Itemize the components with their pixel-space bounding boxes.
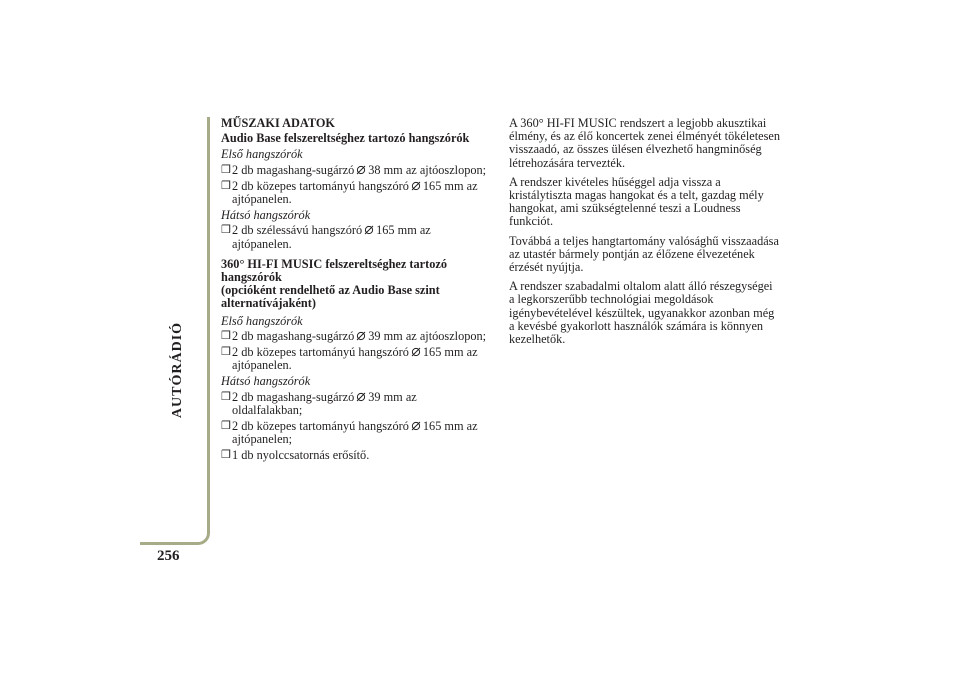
diameter-icon	[364, 225, 374, 235]
paragraph: A 360° HI-FI MUSIC rendszert a legjobb akusztikai élmény, és az élő koncertek zenei élményét tökéletesen visszaadó, az összes ülésen élvezhető hangminőség létrehozására tervezték.	[509, 116, 780, 170]
left-column	[221, 117, 506, 466]
subheading-audio-base: Audio Base felszereltséghez tartozó hangszórók	[221, 131, 470, 146]
diameter-icon	[411, 181, 421, 191]
page-number: 256	[157, 548, 180, 564]
subheading-hifi-music: 360° HI-FI MUSIC felszereltséghez tartozó hangszórók (opcióként rendelhető az Audio Base szint alternatívájaként)	[221, 256, 447, 311]
paragraph: A rendszer szabadalmi oltalom alatt álló részegységei a legkorszerűbb technológiai megoldások igénybevételével készültek, ugyanakkor azonban még a kevésbé gyakorlott használók számára is könnyen kezelhetők.	[509, 279, 775, 347]
list-item: ❒ 1 db nyolccsatornás erősítő.	[221, 448, 370, 463]
list-item: ❒ 2 db magashang-sugárzó 39 mm az oldalfalakban;	[221, 389, 417, 417]
checkbox-bullet-icon: ❒	[221, 346, 231, 359]
section-side-title: AUTÓRÁDIÓ	[170, 321, 185, 419]
diameter-icon	[356, 392, 366, 402]
diameter-icon	[356, 165, 366, 175]
diameter-icon	[411, 347, 421, 357]
right-column	[509, 117, 787, 352]
list-item: ❒ 2 db közepes tartományú hangszóró 165 mm az ajtópanelen.	[221, 178, 478, 207]
section-heading: MŰSZAKI ADATOK	[221, 116, 335, 130]
checkbox-bullet-icon: ❒	[221, 329, 231, 342]
paragraph: Továbbá a teljes hangtartomány valósághű visszaadása az utastér bármely pontján az élőzene élvezetének érzését nyújtja.	[509, 233, 779, 275]
checkbox-bullet-icon: ❒	[221, 163, 231, 176]
list-item: ❒ 2 db közepes tartományú hangszóró 165 mm az ajtópanelen;	[221, 419, 478, 447]
list-item: ❒ 2 db szélessávú hangszóró 165 mm az ajtópanelen.	[221, 223, 431, 251]
list-item: ❒ 2 db közepes tartományú hangszóró 165 mm az ajtópanelen.	[221, 345, 478, 373]
checkbox-bullet-icon: ❒	[221, 449, 231, 462]
list-item: ❒ 2 db magashang-sugárzó 39 mm az ajtóoszlopon;	[221, 328, 487, 343]
category-rear-speakers: Hátsó hangszórók	[221, 374, 311, 389]
diameter-icon	[411, 421, 421, 431]
category-front-speakers: Első hangszórók	[221, 313, 303, 328]
list-item: ❒ 2 db magashang-sugárzó 38 mm az ajtóoszlopon;	[221, 162, 487, 177]
checkbox-bullet-icon: ❒	[221, 390, 231, 403]
checkbox-bullet-icon: ❒	[221, 179, 231, 192]
diameter-icon	[356, 331, 366, 341]
category-front-speakers: Első hangszórók	[221, 147, 303, 162]
checkbox-bullet-icon: ❒	[221, 224, 231, 237]
category-rear-speakers: Hátsó hangszórók	[221, 208, 311, 223]
paragraph: A rendszer kivételes hűséggel adja vissza a kristálytiszta magas hangokat és a telt, gazdag mély hangokat, ami szükségtelenné teszi a Loudness funkciót.	[509, 174, 764, 229]
checkbox-bullet-icon: ❒	[221, 420, 231, 433]
